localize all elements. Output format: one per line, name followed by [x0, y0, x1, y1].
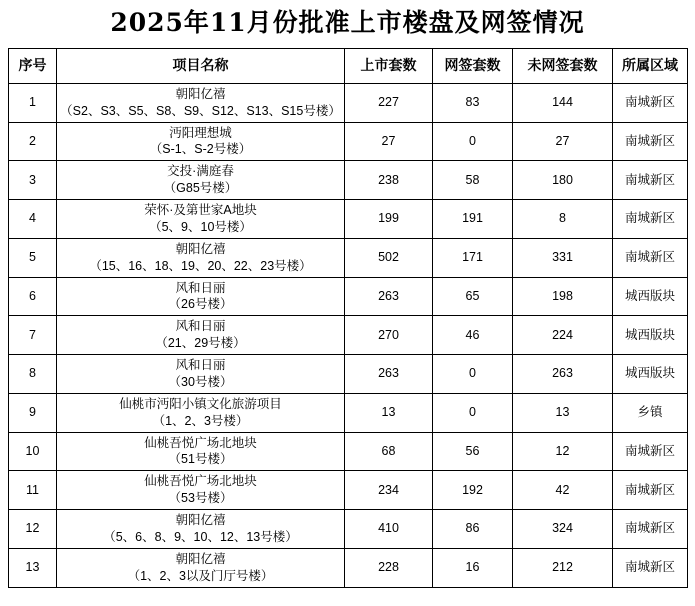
cell-signed-units: 191 — [433, 200, 513, 239]
cell-index: 4 — [9, 200, 57, 239]
project-name-line1: 朝阳亿禧 — [175, 86, 226, 101]
cell-unsigned-units: 198 — [513, 277, 613, 316]
project-name-line2: （G85号楼） — [163, 181, 238, 196]
cell-unsigned-units: 263 — [513, 355, 613, 394]
cell-unsigned-units: 331 — [513, 238, 613, 277]
table-row — [9, 83, 688, 122]
cell-listed-units: 502 — [345, 238, 433, 277]
table-body — [9, 83, 688, 587]
cell-unsigned-units: 42 — [513, 471, 613, 510]
project-name-line1: 朝阳亿禧 — [175, 551, 226, 566]
cell-listed-units: 13 — [345, 393, 433, 432]
table-row — [9, 161, 688, 200]
cell-signed-units: 83 — [433, 83, 513, 122]
cell-signed-units: 46 — [433, 316, 513, 355]
column-header-region: 所属区域 — [613, 48, 688, 83]
cell-project-name — [57, 510, 345, 549]
project-name-line2: （S-1、S-2号楼） — [149, 142, 252, 157]
cell-listed-units: 410 — [345, 510, 433, 549]
project-name-line2: （21、29号楼） — [155, 336, 246, 351]
listings-table — [8, 48, 688, 588]
cell-signed-units: 0 — [433, 355, 513, 394]
project-name-line1: 风和日丽 — [175, 280, 226, 295]
cell-index: 10 — [9, 432, 57, 471]
project-name-line2: （1、2、3号楼） — [152, 413, 249, 428]
cell-listed-units: 199 — [345, 200, 433, 239]
cell-project-name — [57, 161, 345, 200]
project-name-line1: 仙桃吾悦广场北地块 — [144, 435, 257, 450]
project-name-line1: 风和日丽 — [175, 319, 226, 334]
cell-project-name — [57, 393, 345, 432]
cell-region: 南城新区 — [613, 548, 688, 587]
project-name-line1: 仙桃吾悦广场北地块 — [144, 474, 257, 489]
project-name-line1: 风和日丽 — [175, 358, 226, 372]
cell-index: 12 — [9, 510, 57, 549]
project-name-line1: 朝阳亿禧 — [175, 241, 226, 256]
cell-region: 城西版块 — [613, 277, 688, 316]
cell-index: 6 — [9, 277, 57, 316]
cell-signed-units: 171 — [433, 238, 513, 277]
cell-signed-units: 16 — [433, 548, 513, 587]
project-name-line1: 荣怀·及第世家A地块 — [144, 203, 257, 217]
cell-project-name — [57, 238, 345, 277]
cell-region: 南城新区 — [613, 200, 688, 239]
cell-region: 南城新区 — [613, 238, 688, 277]
cell-project-name — [57, 471, 345, 510]
cell-unsigned-units: 212 — [513, 548, 613, 587]
project-name-line1: 交投·满庭春 — [167, 164, 234, 179]
cell-region: 南城新区 — [613, 432, 688, 471]
table-row — [9, 122, 688, 161]
cell-index: 9 — [9, 393, 57, 432]
cell-unsigned-units: 324 — [513, 510, 613, 549]
cell-listed-units: 228 — [345, 548, 433, 587]
project-name-line1: 仙桃市沔阳小镇文化旅游项目 — [119, 396, 282, 411]
project-name-line2: （5、6、8、9、10、12、13号楼） — [103, 529, 298, 544]
cell-listed-units: 27 — [345, 122, 433, 161]
cell-signed-units: 0 — [433, 393, 513, 432]
cell-unsigned-units: 13 — [513, 393, 613, 432]
cell-project-name — [57, 277, 345, 316]
column-header-listed-units: 上市套数 — [345, 48, 433, 83]
table-row — [9, 200, 688, 239]
cell-unsigned-units: 180 — [513, 161, 613, 200]
cell-region: 南城新区 — [613, 83, 688, 122]
cell-index: 11 — [9, 471, 57, 510]
project-name-line2: （S2、S3、S5、S8、S9、S12、S13、S15号楼） — [60, 103, 341, 118]
cell-listed-units: 68 — [345, 432, 433, 471]
table-row — [9, 355, 688, 394]
column-header-unsigned-units: 未网签套数 — [513, 48, 613, 83]
cell-project-name — [57, 122, 345, 161]
cell-index: 8 — [9, 355, 57, 394]
table-row — [9, 548, 688, 587]
cell-unsigned-units: 12 — [513, 432, 613, 471]
cell-index: 5 — [9, 238, 57, 277]
cell-region: 乡镇 — [613, 393, 688, 432]
cell-listed-units: 263 — [345, 355, 433, 394]
cell-index: 1 — [9, 83, 57, 122]
table-row — [9, 432, 688, 471]
cell-region: 南城新区 — [613, 510, 688, 549]
cell-listed-units: 227 — [345, 83, 433, 122]
cell-project-name — [57, 548, 345, 587]
table-row — [9, 277, 688, 316]
cell-region: 南城新区 — [613, 122, 688, 161]
table-header-row — [9, 48, 688, 83]
cell-listed-units: 234 — [345, 471, 433, 510]
cell-signed-units: 56 — [433, 432, 513, 471]
cell-listed-units: 270 — [345, 316, 433, 355]
cell-index: 7 — [9, 316, 57, 355]
cell-project-name — [57, 83, 345, 122]
cell-project-name — [57, 355, 345, 394]
cell-listed-units: 263 — [345, 277, 433, 316]
table-row — [9, 471, 688, 510]
cell-signed-units: 0 — [433, 122, 513, 161]
cell-region: 南城新区 — [613, 471, 688, 510]
project-name-line2: （5、9、10号楼） — [149, 219, 252, 234]
page-title: 2025年11月份批准上市楼盘及网签情况 — [110, 8, 585, 37]
project-name-line2: （1、2、3以及门厅号楼） — [127, 568, 274, 583]
project-name-line2: （30号楼） — [168, 374, 233, 389]
cell-signed-units: 86 — [433, 510, 513, 549]
cell-index: 2 — [9, 122, 57, 161]
project-name-line2: （51号楼） — [168, 452, 233, 467]
cell-unsigned-units: 8 — [513, 200, 613, 239]
project-name-line2: （26号楼） — [168, 297, 233, 312]
cell-listed-units: 238 — [345, 161, 433, 200]
column-header-index: 序号 — [9, 48, 57, 83]
table-row — [9, 393, 688, 432]
cell-signed-units: 65 — [433, 277, 513, 316]
cell-unsigned-units: 144 — [513, 83, 613, 122]
table-header — [9, 48, 688, 83]
cell-index: 3 — [9, 161, 57, 200]
cell-project-name — [57, 200, 345, 239]
cell-region: 城西版块 — [613, 355, 688, 394]
table-row — [9, 316, 688, 355]
cell-project-name — [57, 432, 345, 471]
cell-unsigned-units: 27 — [513, 122, 613, 161]
cell-signed-units: 192 — [433, 471, 513, 510]
cell-unsigned-units: 224 — [513, 316, 613, 355]
cell-region: 南城新区 — [613, 161, 688, 200]
cell-index: 13 — [9, 548, 57, 587]
cell-signed-units: 58 — [433, 161, 513, 200]
table-row — [9, 510, 688, 549]
column-header-project-name: 项目名称 — [57, 48, 345, 83]
cell-project-name — [57, 316, 345, 355]
project-name-line1: 沔阳理想城 — [169, 125, 232, 140]
project-name-line2: （15、16、18、19、20、22、23号楼） — [89, 258, 312, 273]
cell-region: 城西版块 — [613, 316, 688, 355]
project-name-line1: 朝阳亿禧 — [175, 513, 226, 527]
project-name-line2: （53号楼） — [168, 491, 233, 506]
table-row — [9, 238, 688, 277]
column-header-signed-units: 网签套数 — [433, 48, 513, 83]
